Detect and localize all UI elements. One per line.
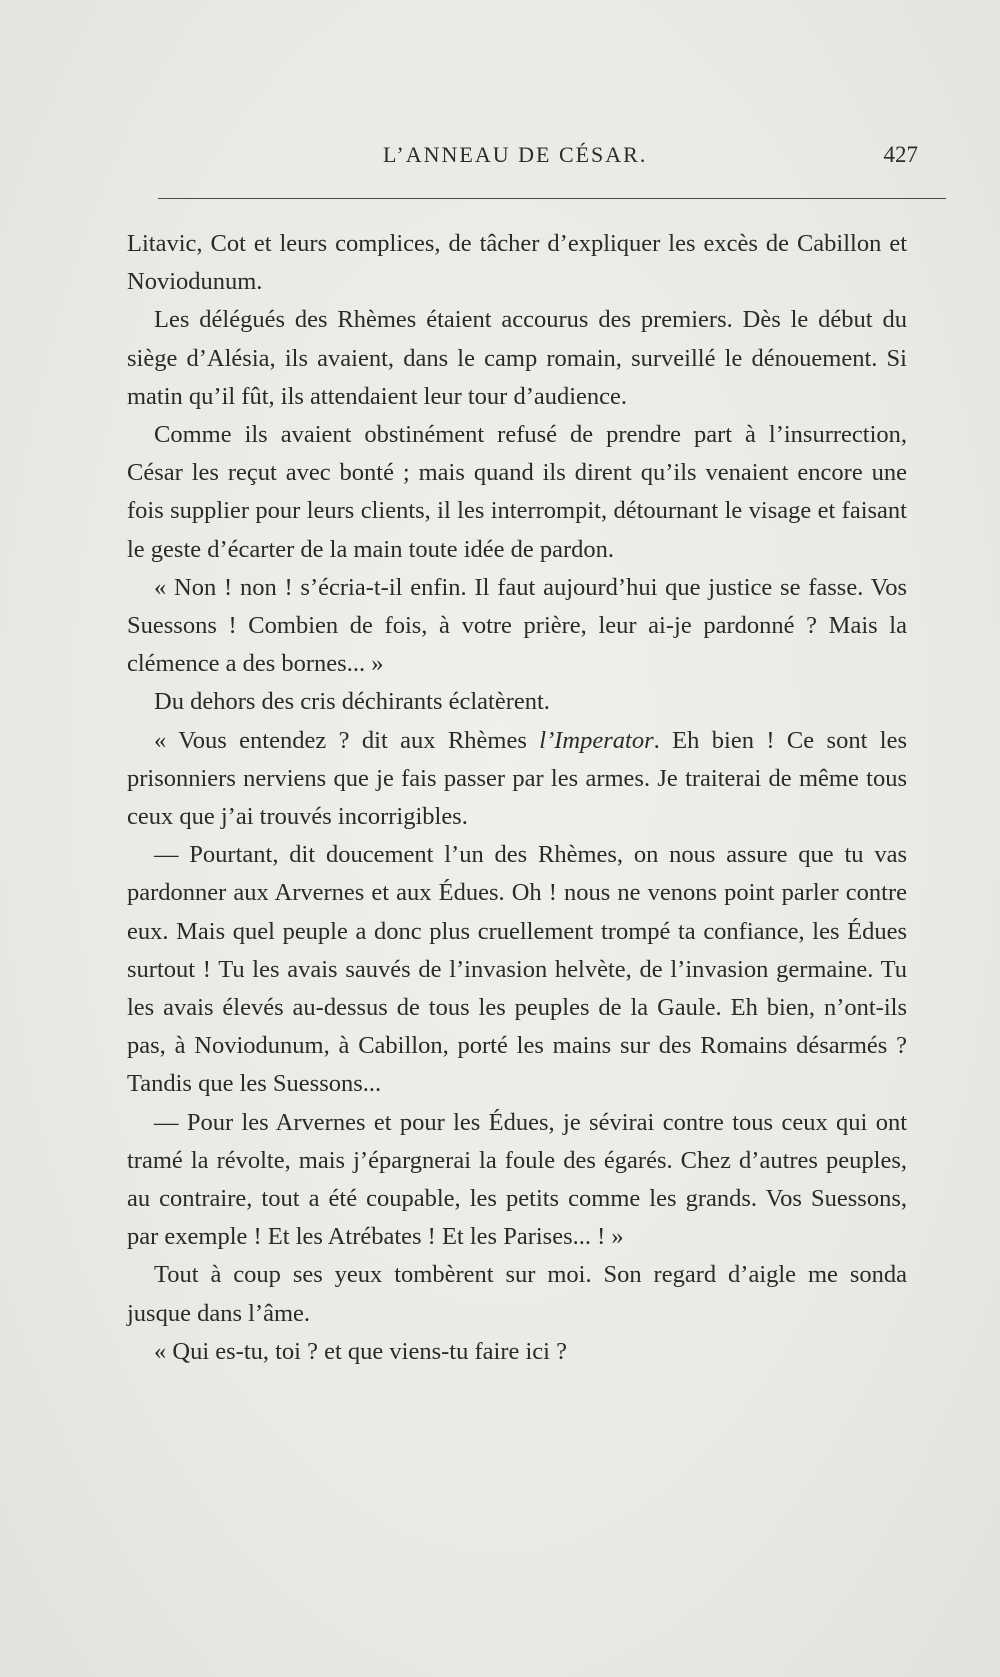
paragraph: Du dehors des cris déchirants éclatèrent. — [154, 688, 550, 716]
paragraph: Les délégués des Rhèmes étaient accourus des premiers. Dès le début du siège d’Alésia, ils avaient, dans le camp romain, surveillé le dénouement. Si matin qu’il fût, ils attendaient leur tour d’audience. — [127, 306, 907, 410]
page-number: 427 — [883, 142, 918, 167]
paragraph-italic-text: l’Imperator — [539, 726, 654, 754]
running-head — [158, 142, 918, 182]
header-rule — [158, 198, 946, 199]
paragraph: Comme ils avaient obstinément refusé de prendre part à l’insurrection, César les reçut avec bonté ; mais quand ils dirent qu’ils venaient encore une fois supplier pour leurs clients, il les interrompit, détournant le visage et faisant le geste d’écarter de la main toute idée de pardon. — [127, 421, 907, 563]
paragraph: — Pour les Arvernes et pour les Édues, je sévirai contre tous ceux qui ont tramé la révolte, mais j’épargnerai la foule des égarés. Chez d’autres peuples, au contraire, tout a été coupable, les petits comme les grands. Vos Suessons, par exemple ! Et les Atrébates ! Et les Parises... ! » — [127, 1108, 907, 1251]
body-text — [127, 225, 907, 1371]
paragraph: « Qui es-tu, toi ? et que viens-tu faire ici ? — [154, 1337, 567, 1365]
paragraph-text: « Vous entendez ? dit aux Rhèmes — [154, 726, 540, 754]
paragraph-text: . Eh bien ! Ce sont les prisonniers nerviens que je fais passer par les armes. Je traiterai de même tous ceux que j’ai trouvés incorrigibles. — [127, 726, 907, 831]
paragraph: — Pourtant, dit doucement l’un des Rhèmes, on nous assure que tu vas pardonner aux Arvernes et aux Édues. Oh ! nous ne venons point parler contre eux. Mais quel peuple a donc plus cruellement trompé ta confiance, les Édues surtout ! Tu les avais sauvés de l’invasion helvète, de l’invasion germaine. Tu les avais élevés au-dessus de tous les peuples de la Gaule. Eh bien, n’ont-ils pas, à Noviodunum, à Cabillon, porté les mains sur des Romains désarmés ? Tandis que les Suessons... — [127, 841, 907, 1098]
paragraph-continuation: Litavic, Cot et leurs complices, de tâcher d’expliquer les excès de Cabillon et Noviodunum. — [127, 230, 907, 296]
running-title: L’ANNEAU DE CÉSAR. — [383, 142, 648, 167]
paragraph: Tout à coup ses yeux tombèrent sur moi. Son regard d’aigle me sonda jusque dans l’âme. — [127, 1261, 907, 1327]
paragraph: « Non ! non ! s’écria-t-il enfin. Il faut aujourd’hui que justice se fasse. Vos Suessons ! Combien de fois, à votre prière, leur ai-je pardonné ? Mais la clémence a des bornes... » — [127, 573, 907, 678]
paragraph — [127, 722, 907, 837]
